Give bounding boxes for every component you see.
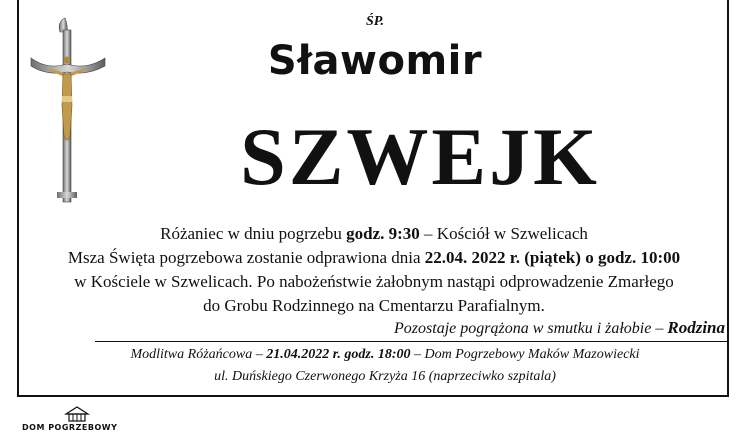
rosary-time: godz. 9:30 [346,224,420,243]
mass-time: o godz. 10:00 [580,248,681,267]
mass-place-line: w Kościele w Szwelicach. Po nabożeństwie żałobnym nastąpi odprowadzenie Zmarłego [74,272,674,291]
text: – Dom Pogrzebowy Maków Mazowiecki [410,347,640,362]
text: Pozostaje pogrążona w smutku i żałobie – [394,320,668,337]
deceased-last-name: SZWEJK [240,111,600,202]
text: Różaniec w dniu pogrzebu [160,224,347,243]
logo-text: DOM POGRZEBOWY [22,423,118,432]
divider [95,341,728,342]
prayer-info [30,344,740,388]
mourning-line [394,318,725,338]
address-line: ul. Duńskiego Czerwonego Krzyża 16 (naprzeciwko szpitala) [214,369,556,384]
rosary-line [20,222,728,246]
mass-date: 22.04. 2022 r. (piątek) [424,248,581,267]
ceremony-details [20,222,728,318]
prayer-line [30,344,740,366]
mass-line [20,246,728,270]
text: Msza Święta pogrzebowa zostanie odprawiona dnia [67,248,425,267]
text: Modlitwa Różańcowa – [130,347,267,362]
family-name: Rodzina [667,318,725,337]
burial-line: do Grobu Rodzinnego na Cmentarzu Parafialnym. [203,296,545,315]
deceased-prefix: ŚP. [365,14,385,29]
text: – Kościół w Szwelicach [419,224,588,243]
prayer-datetime: 21.04.2022 r. godz. 18:00 [266,347,411,362]
deceased-first-name: Sławomir [267,38,483,84]
